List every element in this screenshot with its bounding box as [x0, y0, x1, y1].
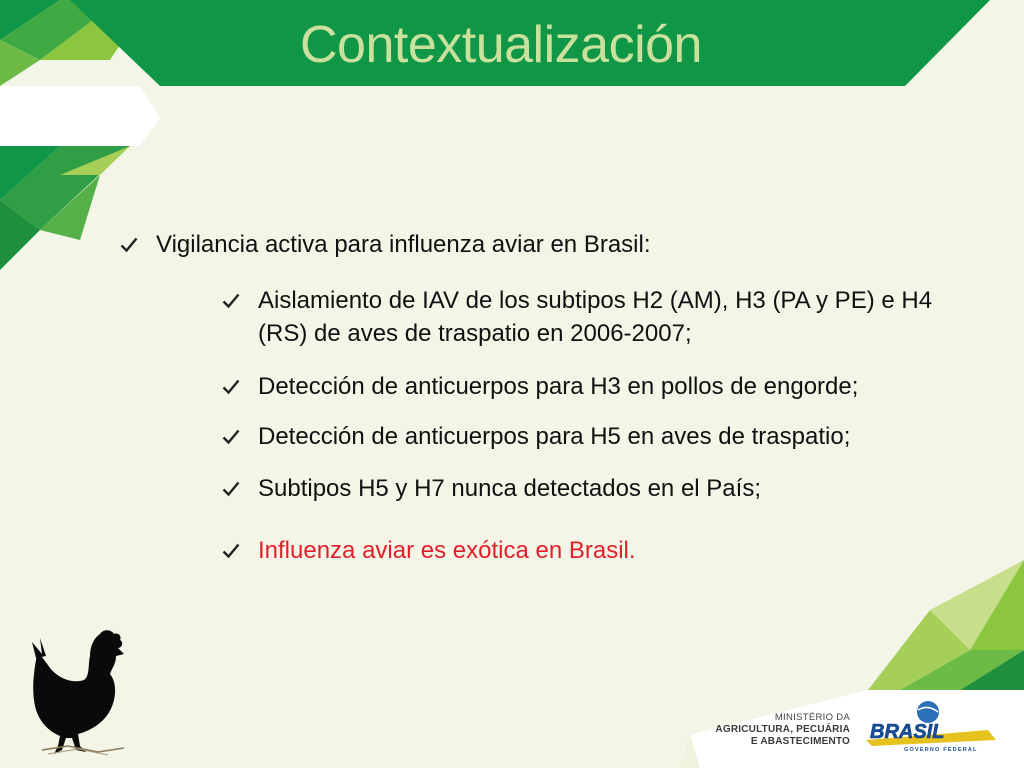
svg-text:GOVERNO FEDERAL: GOVERNO FEDERAL	[904, 747, 978, 752]
check-icon	[222, 284, 244, 317]
check-icon	[222, 534, 244, 567]
bullet-text: Aislamiento de IAV de los subtipos H2 (AM), H3 (PA y PE) e H4 (RS) de aves de traspatio en 2006-2007;	[258, 287, 933, 347]
ministry-line-3: E ABASTECIMENTO	[750, 736, 850, 747]
check-icon	[222, 472, 244, 505]
check-icon	[120, 228, 142, 261]
svg-text:BRASIL: BRASIL	[870, 721, 945, 743]
bullet-text: Detección de anticuerpos para H3 en pollos de engorde;	[258, 373, 859, 400]
bullet-2	[222, 284, 952, 350]
ministry-line-1: MINISTÉRIO DA	[774, 712, 850, 723]
bullet-text: Vigilancia activa para influenza aviar en Brasil:	[156, 231, 651, 258]
slide-title: Contextualización	[300, 16, 702, 74]
hen-silhouette-icon	[28, 628, 132, 758]
bullet-text: Influenza aviar es exótica en Brasil.	[258, 537, 636, 564]
bullet-6-highlight	[222, 534, 942, 567]
bullet-5	[222, 472, 942, 505]
bullet-4	[222, 420, 942, 453]
ministry-line-2: AGRICULTURA, PECUÁRIA	[715, 724, 850, 735]
ministry-logo	[706, 712, 850, 748]
bullet-text: Detección de anticuerpos para H5 en aves de traspatio;	[258, 423, 851, 450]
check-icon	[222, 370, 244, 403]
check-icon	[222, 420, 244, 453]
brasil-government-logo-icon	[862, 700, 1000, 752]
bullet-text: Subtipos H5 y H7 nunca detectados en el País;	[258, 475, 761, 502]
bullet-1	[120, 228, 740, 261]
bullet-3	[222, 370, 942, 403]
